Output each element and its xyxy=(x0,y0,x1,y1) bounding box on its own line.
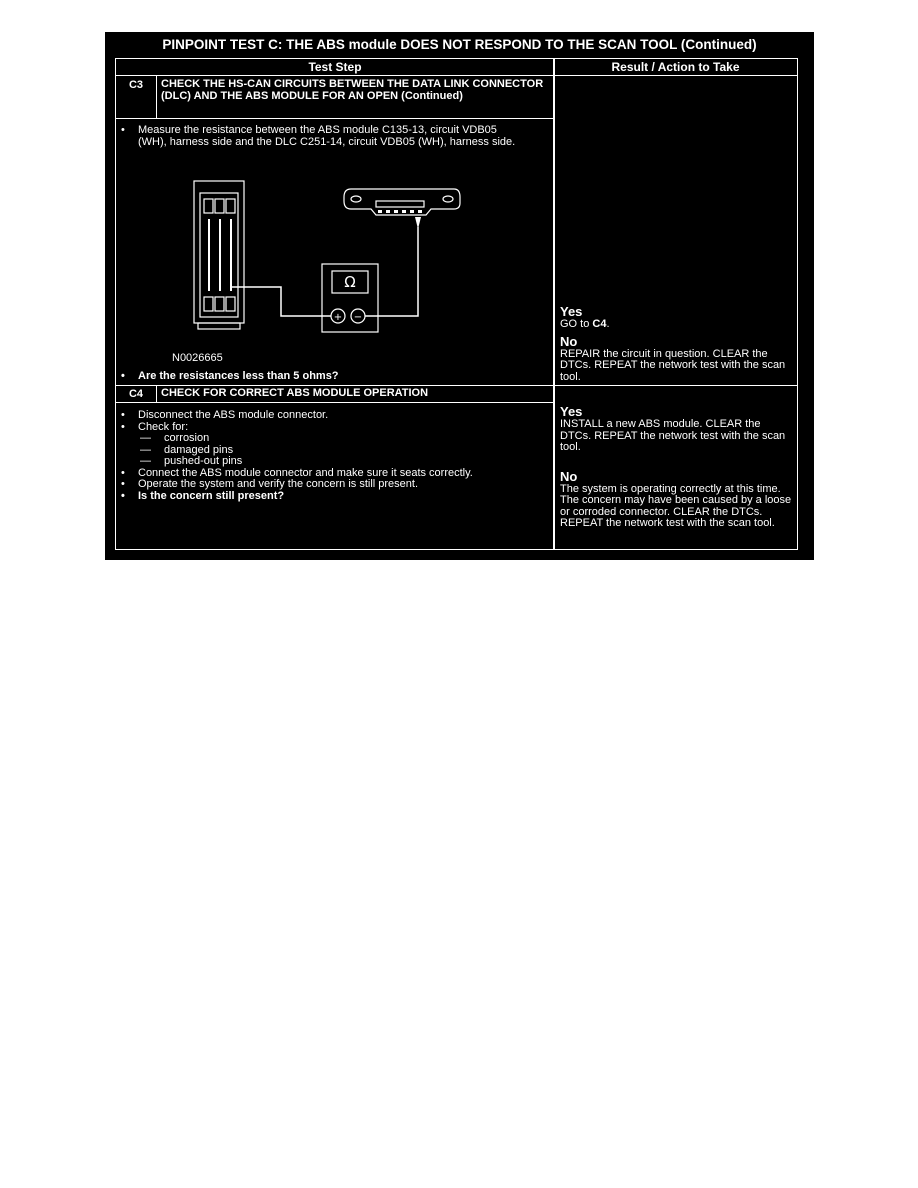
header-result: Result / Action to Take xyxy=(553,58,798,76)
c3-no-label: No xyxy=(560,333,578,349)
c4-check-2: — damaged pins xyxy=(116,445,536,457)
pinpoint-test-document xyxy=(105,32,814,560)
c4-step-1: • Disconnect the ABS module connector. xyxy=(116,410,536,422)
test-leads xyxy=(232,227,418,316)
c3-yes-label: Yes xyxy=(560,304,583,319)
c4-question: • Is the concern still present? xyxy=(116,491,536,503)
c3-yes-link[interactable]: C4 xyxy=(592,318,607,330)
c3-question: • Are the resistances less than 5 ohms? xyxy=(116,371,339,383)
c4-no-label: No xyxy=(560,468,578,484)
step-body-c4 xyxy=(115,402,555,550)
header-test-step: Test Step xyxy=(115,58,555,76)
step-title-c3: CHECK THE HS-CAN CIRCUITS BETWEEN THE DATA LINK CONNECTOR (DLC) AND THE ABS MODULE FOR AN OPEN (Continued) xyxy=(156,75,555,119)
plus-terminal-label: + xyxy=(333,312,343,323)
c4-no-text: The system is operating correctly at this time. The concern may have been caused by a loose or corroded connector. CLEAR the DTCs. REPEAT the network test with the scan tool. xyxy=(560,482,792,529)
figure-id: N0026665 xyxy=(172,352,223,364)
c3-yes-text: GO to xyxy=(560,318,593,330)
minus-terminal-label: − xyxy=(353,312,363,323)
step-code-c4: C4 xyxy=(115,385,157,403)
step-body-c3 xyxy=(115,118,555,386)
c4-check-3: — pushed-out pins xyxy=(116,456,536,468)
c3-yes-end: . xyxy=(606,318,610,330)
c3-step-measure: • Measure the resistance between the ABS module C135-13, circuit VDB05 (WH), harness side and the DLC C251-14, circuit VDB05 (WH), harness side. xyxy=(116,125,516,148)
c4-step-4: • Operate the system and verify the concern is still present. xyxy=(116,479,536,491)
result-c3 xyxy=(553,75,798,386)
wiring-diagram xyxy=(186,179,486,339)
step-code-c3: C3 xyxy=(115,75,157,119)
result-c4 xyxy=(553,385,798,550)
dlc-pins xyxy=(378,210,422,213)
abs-connector-pins xyxy=(208,219,232,291)
c4-step-2: • Check for: xyxy=(116,422,536,434)
page-title: PINPOINT TEST C: THE ABS module DOES NOT RESPOND TO THE SCAN TOOL (Continued) xyxy=(162,37,757,52)
c4-yes-label: Yes xyxy=(560,404,583,419)
c4-step-3: • Connect the ABS module connector and make sure it seats correctly. xyxy=(116,468,498,480)
c4-yes-text: INSTALL a new ABS module. CLEAR the DTCs. REPEAT the network test with the scan tool. xyxy=(560,418,786,453)
step-title-c4: CHECK FOR CORRECT ABS MODULE OPERATION xyxy=(156,385,555,403)
probe-tip-icon xyxy=(415,217,421,229)
c3-yes-action xyxy=(560,319,796,331)
c4-check-1: — corrosion xyxy=(116,433,536,445)
ohm-symbol: Ω xyxy=(344,273,356,291)
c3-no-text: REPAIR the circuit in question. CLEAR the DTCs. REPEAT the network test with the scan tool. xyxy=(560,347,786,383)
